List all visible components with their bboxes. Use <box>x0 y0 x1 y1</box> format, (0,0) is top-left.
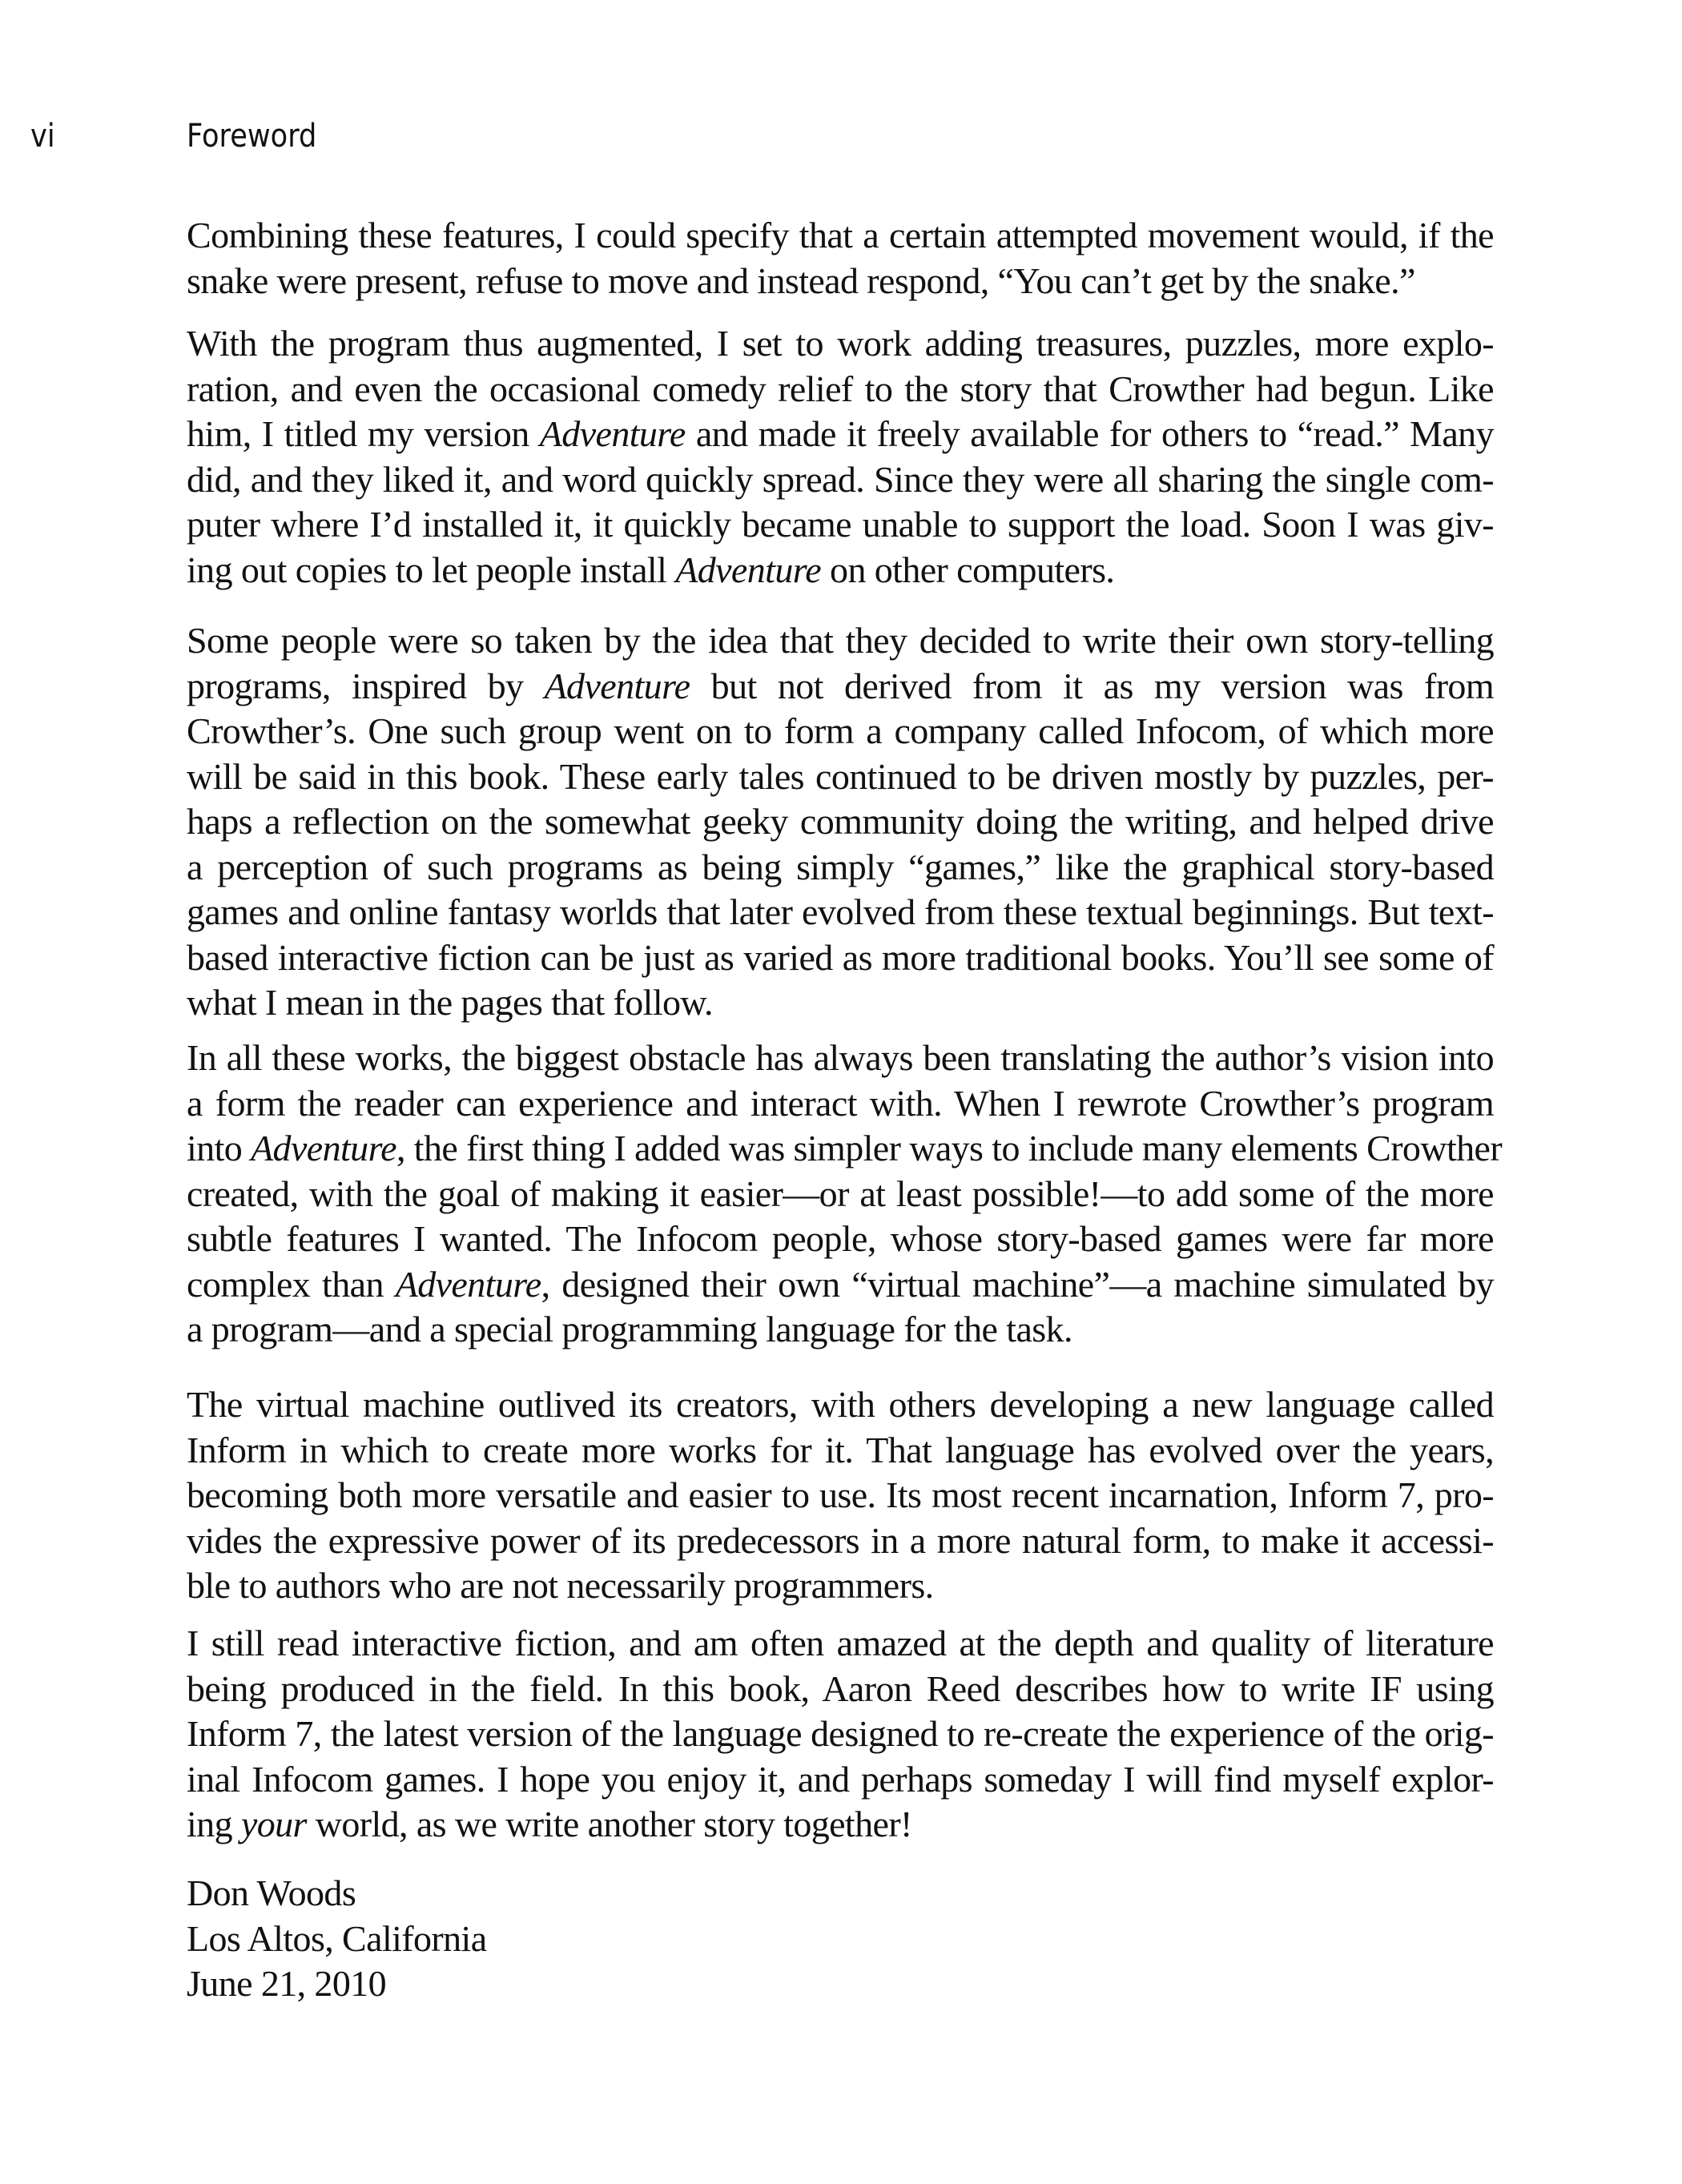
text-line: a form the reader can experience and interact with. When I rewrote Crowther’s program <box>187 1082 1494 1124</box>
italic-title: Adventure <box>539 413 686 454</box>
text-line: complex than Adventure, designed their own “virtual machine”—a machine simulated by <box>187 1263 1494 1305</box>
paragraph <box>187 618 1494 1026</box>
text-line: what I mean in the pages that follow. <box>187 982 713 1023</box>
text-line: a program—and a special programming language for the task. <box>187 1309 1072 1349</box>
italic-title: Adventure <box>544 665 690 706</box>
text-line: subtle features I wanted. The Infocom people, whose story-based games were far more <box>187 1218 1494 1259</box>
signature-block <box>187 1871 1494 2007</box>
page-number: vi <box>30 118 55 155</box>
italic-title: your <box>240 1804 307 1844</box>
text-line: did, and they liked it, and word quickly spread. Since they were all sharing the single com- <box>187 458 1494 500</box>
signature-location: Los Altos, California <box>187 1917 487 1959</box>
text-line: him, I titled my version Adventure and made it freely available for others to “read.” Many <box>187 413 1494 454</box>
text-line: ing out copies to let people install Adventure on other computers. <box>187 549 1115 590</box>
text-line: inal Infocom games. I hope you enjoy it, and perhaps someday I will find myself explor- <box>187 1758 1494 1800</box>
text-line: Inform 7, the latest version of the language designed to re-create the experience of the orig- <box>187 1713 1494 1754</box>
text-line: I still read interactive fiction, and am often amazed at the depth and quality of literature <box>187 1623 1494 1663</box>
text-line: programs, inspired by Adventure but not derived from it as my version was from <box>187 665 1494 706</box>
paragraph <box>187 321 1494 593</box>
text-line: With the program thus augmented, I set to work adding treasures, puzzles, more explo- <box>187 323 1494 364</box>
text-line: ration, and even the occasional comedy relief to the story that Crowther had begun. Like <box>187 368 1494 409</box>
text-line: Inform in which to create more works for it. That language has evolved over the years, <box>187 1429 1494 1470</box>
text-line: games and online fantasy worlds that later evolved from these textual beginnings. But text- <box>187 891 1494 932</box>
text-line: being produced in the field. In this book, Aaron Reed describes how to write IF using <box>187 1667 1494 1709</box>
text-line: ing your world, as we write another story together! <box>187 1804 912 1844</box>
paragraph <box>187 1036 1503 1353</box>
paragraph <box>187 1621 1494 1848</box>
italic-title: Adventure <box>251 1128 396 1168</box>
text-line: snake were present, refuse to move and instead respond, “You can’t get by the snake.” <box>187 259 1415 301</box>
italic-title: Adventure <box>395 1263 541 1305</box>
text-line: a perception of such programs as being simply “games,” like the graphical story-based <box>187 846 1494 887</box>
text-line: Crowther’s. One such group went on to form a company called Infocom, of which more <box>187 710 1494 751</box>
italic-title: Adventure <box>675 549 822 590</box>
text-line: becoming both more versatile and easier to use. Its most recent incarnation, Inform 7, pro- <box>187 1474 1494 1515</box>
text-line: haps a reflection on the somewhat geeky community doing the writing, and helped drive <box>187 801 1494 842</box>
section-title: Foreword <box>187 118 317 155</box>
paragraph <box>187 1382 1494 1609</box>
text-line: will be said in this book. These early tales continued to be driven mostly by puzzles, per- <box>187 755 1494 797</box>
text-line: The virtual machine outlived its creators, with others developing a new language called <box>187 1384 1494 1425</box>
paragraph <box>187 213 1494 304</box>
text-line: puter where I’d installed it, it quickly became unable to support the load. Soon I was giv- <box>187 504 1494 545</box>
text-line: Some people were so taken by the idea that they decided to write their own story-telling <box>187 620 1494 661</box>
text-line: In all these works, the biggest obstacle has always been translating the author’s vision into <box>187 1037 1494 1078</box>
signature-date: June 21, 2010 <box>187 1963 387 2004</box>
text-line: vides the expressive power of its predecessors in a more natural form, to make it accessi- <box>187 1519 1494 1561</box>
signature-name: Don Woods <box>187 1872 356 1913</box>
text-line: based interactive fiction can be just as varied as more traditional books. You’ll see some of <box>187 936 1494 978</box>
running-head <box>0 112 1682 160</box>
text-line: into Adventure, the first thing I added was simpler ways to include many elements Crowther <box>187 1128 1503 1168</box>
text-line: ble to authors who are not necessarily programmers. <box>187 1565 934 1606</box>
text-line: Combining these features, I could specify that a certain attempted movement would, if the <box>187 215 1494 255</box>
text-line: created, with the goal of making it easier—or at least possible!—to add some of the more <box>187 1172 1494 1214</box>
